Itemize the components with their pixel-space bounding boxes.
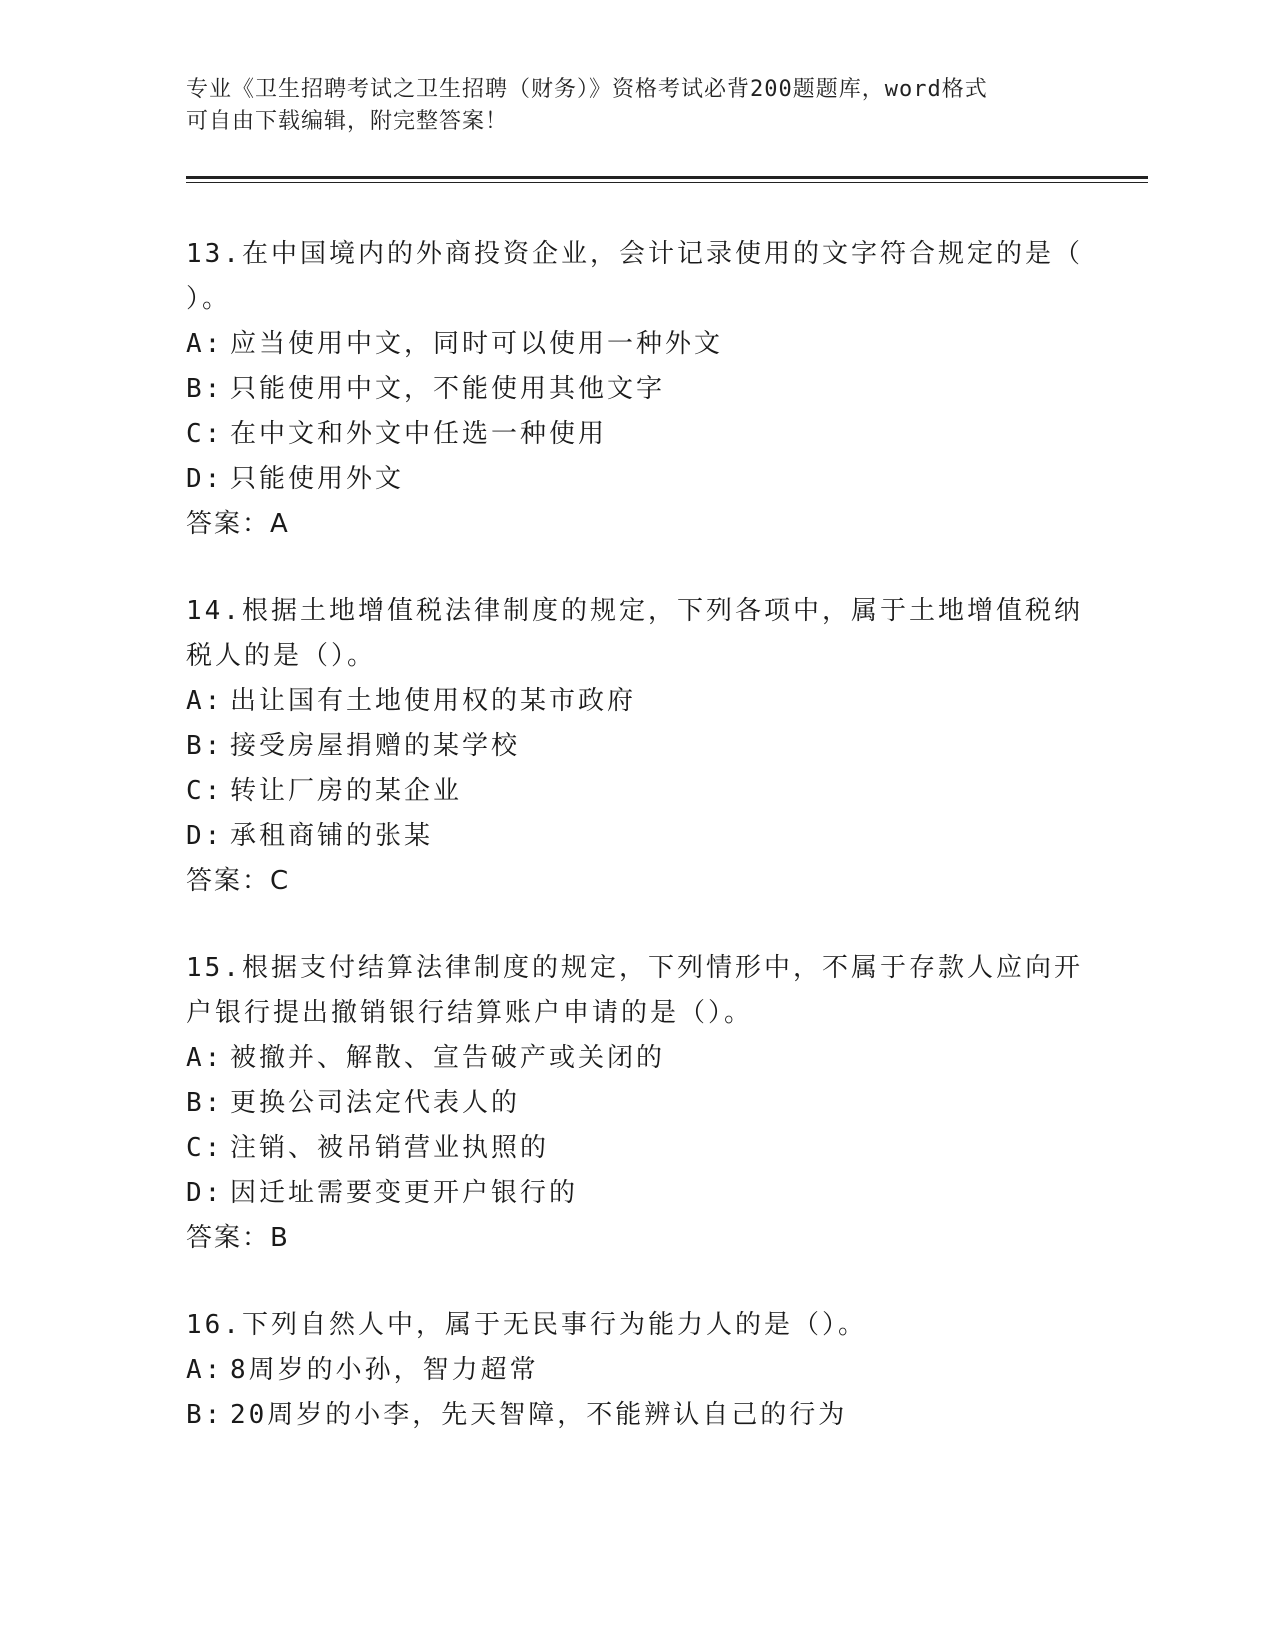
option-letter: A:	[186, 329, 224, 359]
question-14	[186, 589, 1086, 904]
option-letter: A:	[186, 1043, 224, 1073]
option-b	[186, 1081, 1086, 1126]
question-stem-line-1: 13.在中国境内的外商投资企业，会计记录使用的文字符合规定的是（	[186, 239, 1083, 269]
option-letter: C:	[186, 776, 224, 806]
option-text: 20周岁的小李，先天智障，不能辨认自己的行为	[230, 1400, 848, 1430]
option-letter: D:	[186, 464, 224, 494]
option-text: 8周岁的小孙，智力超常	[230, 1355, 539, 1385]
question-stem-line-1: 15.根据支付结算法律制度的规定，下列情形中，不属于存款人应向开	[186, 953, 1083, 983]
option-text: 应当使用中文，同时可以使用一种外文	[230, 329, 724, 359]
option-letter: B:	[186, 1400, 224, 1430]
option-text: 只能使用中文，不能使用其他文字	[230, 374, 666, 404]
answer-line: 答案：A	[186, 509, 290, 539]
option-letter: B:	[186, 1088, 224, 1118]
question-15	[186, 946, 1086, 1261]
option-letter: C:	[186, 1133, 224, 1163]
option-d	[186, 457, 1086, 502]
option-text: 注销、被吊销营业执照的	[230, 1133, 550, 1163]
header-rule-thick	[186, 176, 1148, 179]
option-text: 在中文和外文中任选一种使用	[230, 419, 608, 449]
option-d	[186, 1171, 1086, 1216]
question-stem	[186, 232, 1086, 322]
option-text: 被撤并、解散、宣告破产或关闭的	[230, 1043, 666, 1073]
answer-line: 答案：C	[186, 866, 291, 896]
option-c	[186, 769, 1086, 814]
option-b	[186, 367, 1086, 412]
option-a	[186, 322, 1086, 367]
option-letter: D:	[186, 1178, 224, 1208]
question-13	[186, 232, 1086, 547]
option-letter: A:	[186, 686, 224, 716]
option-letter: C:	[186, 419, 224, 449]
option-b	[186, 724, 1086, 769]
option-text: 转让厂房的某企业	[230, 776, 463, 806]
option-text: 接受房屋捐赠的某学校	[230, 731, 521, 761]
option-text: 出让国有土地使用权的某市政府	[230, 686, 637, 716]
question-stem-line-2: 户银行提出撤销银行结算账户申请的是（）。	[186, 998, 754, 1028]
answer-line: 答案：B	[186, 1223, 290, 1253]
option-b	[186, 1393, 1086, 1438]
question-list	[186, 232, 1086, 1480]
question-stem-line-1: 14.根据土地增值税法律制度的规定，下列各项中，属于土地增值税纳	[186, 596, 1083, 626]
option-c	[186, 1126, 1086, 1171]
option-letter: B:	[186, 731, 224, 761]
option-c	[186, 412, 1086, 457]
question-stem	[186, 589, 1086, 679]
question-stem-line-2: 税人的是（）。	[186, 641, 377, 671]
question-stem	[186, 1303, 1086, 1348]
option-letter: A:	[186, 1355, 224, 1385]
question-16	[186, 1303, 1086, 1438]
option-text: 更换公司法定代表人的	[230, 1088, 521, 1118]
option-a	[186, 679, 1086, 724]
document-header	[186, 74, 1066, 138]
question-stem-line-1: 16.下列自然人中，属于无民事行为能力人的是（）。	[186, 1310, 867, 1340]
header-line-2: 可自由下载编辑，附完整答案！	[186, 109, 509, 134]
option-letter: D:	[186, 821, 224, 851]
option-a	[186, 1036, 1086, 1081]
question-stem	[186, 946, 1086, 1036]
option-text: 只能使用外文	[230, 464, 405, 494]
header-line-1: 专业《卫生招聘考试之卫生招聘（财务）》资格考试必背200题题库，word格式	[186, 77, 988, 102]
option-letter: B:	[186, 374, 224, 404]
header-rule-thin	[186, 182, 1148, 183]
question-stem-line-2: ）。	[186, 284, 232, 314]
option-text: 因迁址需要变更开户银行的	[230, 1178, 579, 1208]
option-text: 承租商铺的张某	[230, 821, 434, 851]
option-d	[186, 814, 1086, 859]
option-a	[186, 1348, 1086, 1393]
